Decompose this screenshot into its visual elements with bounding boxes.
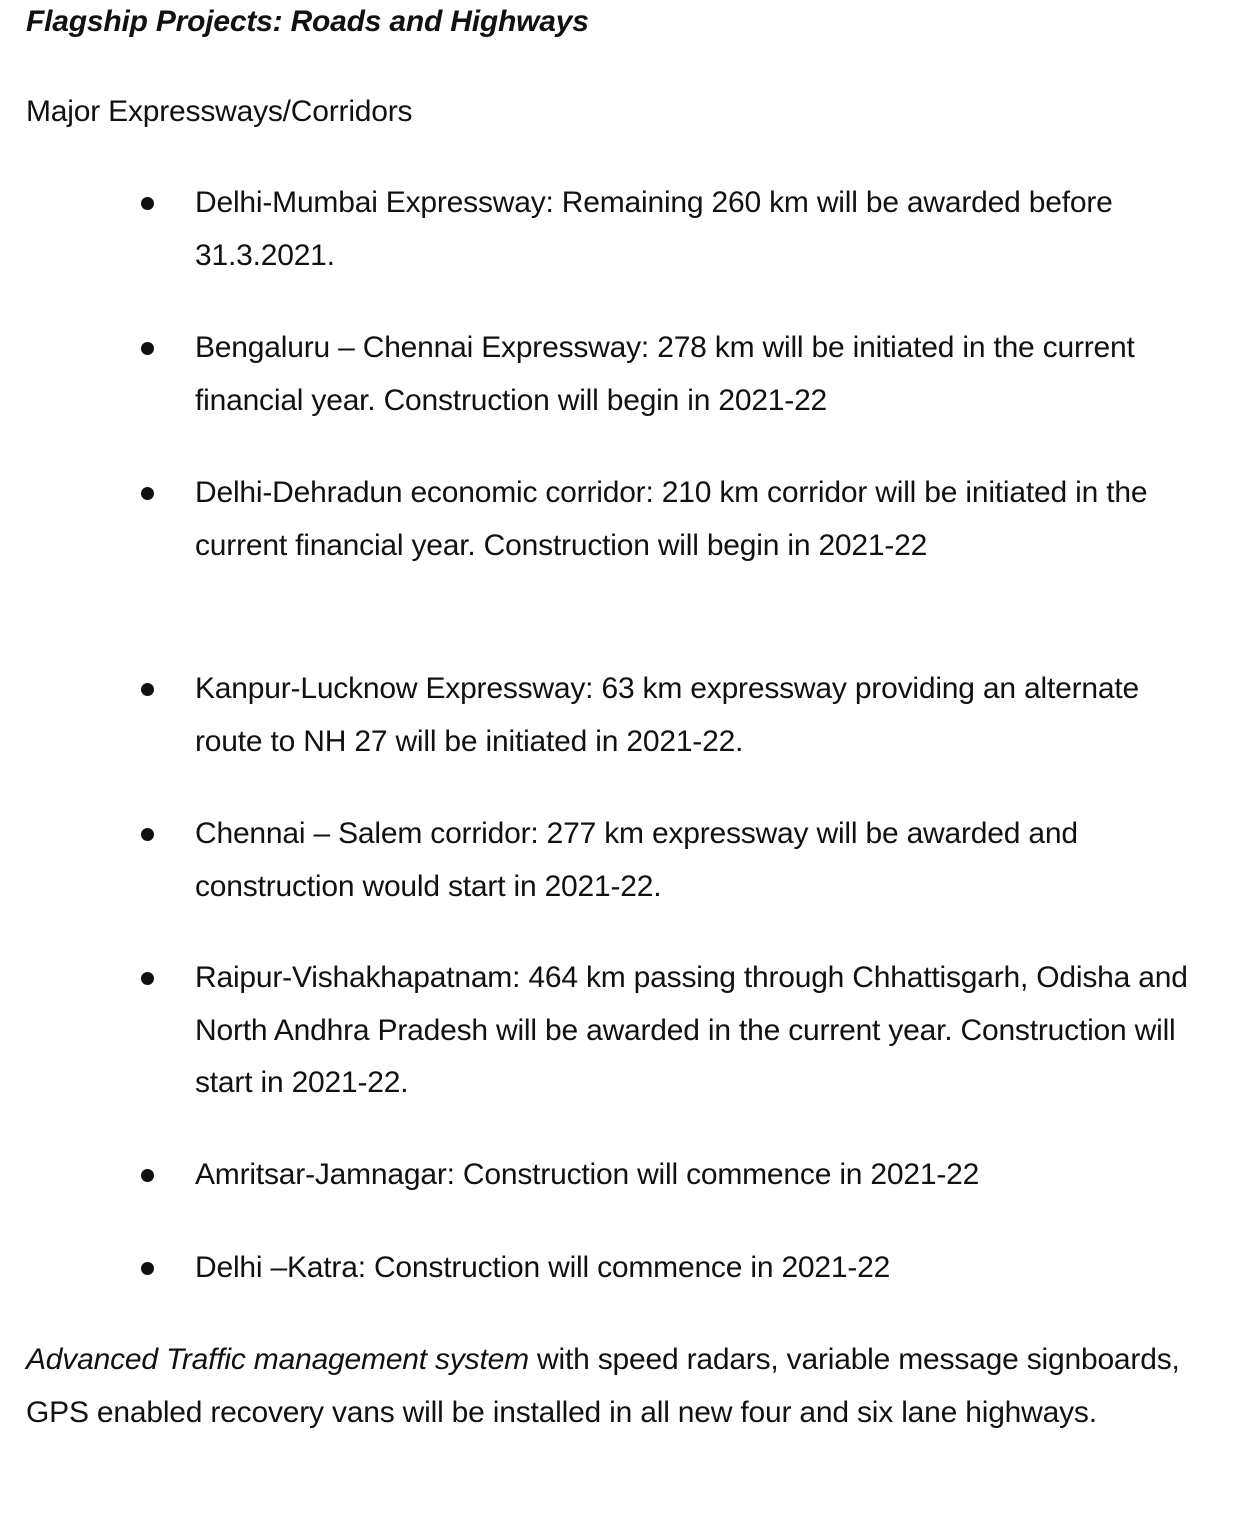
list-item-text: Chennai – Salem corridor: 277 km expressway will be awarded and construction would start in 2021-22. (195, 817, 1078, 903)
closing-paragraph (26, 1334, 1226, 1439)
document-heading: Flagship Projects: Roads and Highways (26, 5, 589, 38)
closing-paragraph-italic-lead: Advanced Traffic management system (26, 1343, 529, 1376)
bullet-icon (141, 342, 154, 355)
bullet-icon (141, 683, 154, 696)
list-item-text: Delhi-Dehradun economic corridor: 210 km corridor will be initiated in the current financial year. Construction will begin in 2021-22 (195, 476, 1148, 562)
list-item-text: Amritsar-Jamnagar: Construction will commence in 2021-22 (195, 1158, 980, 1191)
closing-paragraph-text: with speed radars, variable message signboards, GPS enabled recovery vans will be installed in all new four and six lane highways. (26, 1343, 1180, 1429)
bullet-icon (141, 487, 154, 500)
bullet-icon (141, 828, 154, 841)
bullet-icon (141, 1169, 154, 1182)
list-item-text: Delhi-Mumbai Expressway: Remaining 260 km will be awarded before 31.3.2021. (195, 186, 1113, 272)
section-subheading: Major Expressways/Corridors (26, 95, 413, 128)
list-item-text: Delhi –Katra: Construction will commence in 2021-22 (195, 1251, 891, 1284)
list-item-text: Raipur-Vishakhapatnam: 464 km passing through Chhattisgarh, Odisha and North Andhra Pradesh will be awarded in the current year. Construction will start in 2021-22. (195, 961, 1188, 1099)
bullet-icon (141, 972, 154, 985)
bullet-icon (141, 197, 154, 210)
bullet-icon (141, 1262, 154, 1275)
list-item-text: Kanpur-Lucknow Expressway: 63 km expressway providing an alternate route to NH 27 will be initiated in 2021-22. (195, 672, 1139, 758)
list-item-text: Bengaluru – Chennai Expressway: 278 km will be initiated in the current financial year. Construction will begin in 2021-22 (195, 331, 1135, 417)
